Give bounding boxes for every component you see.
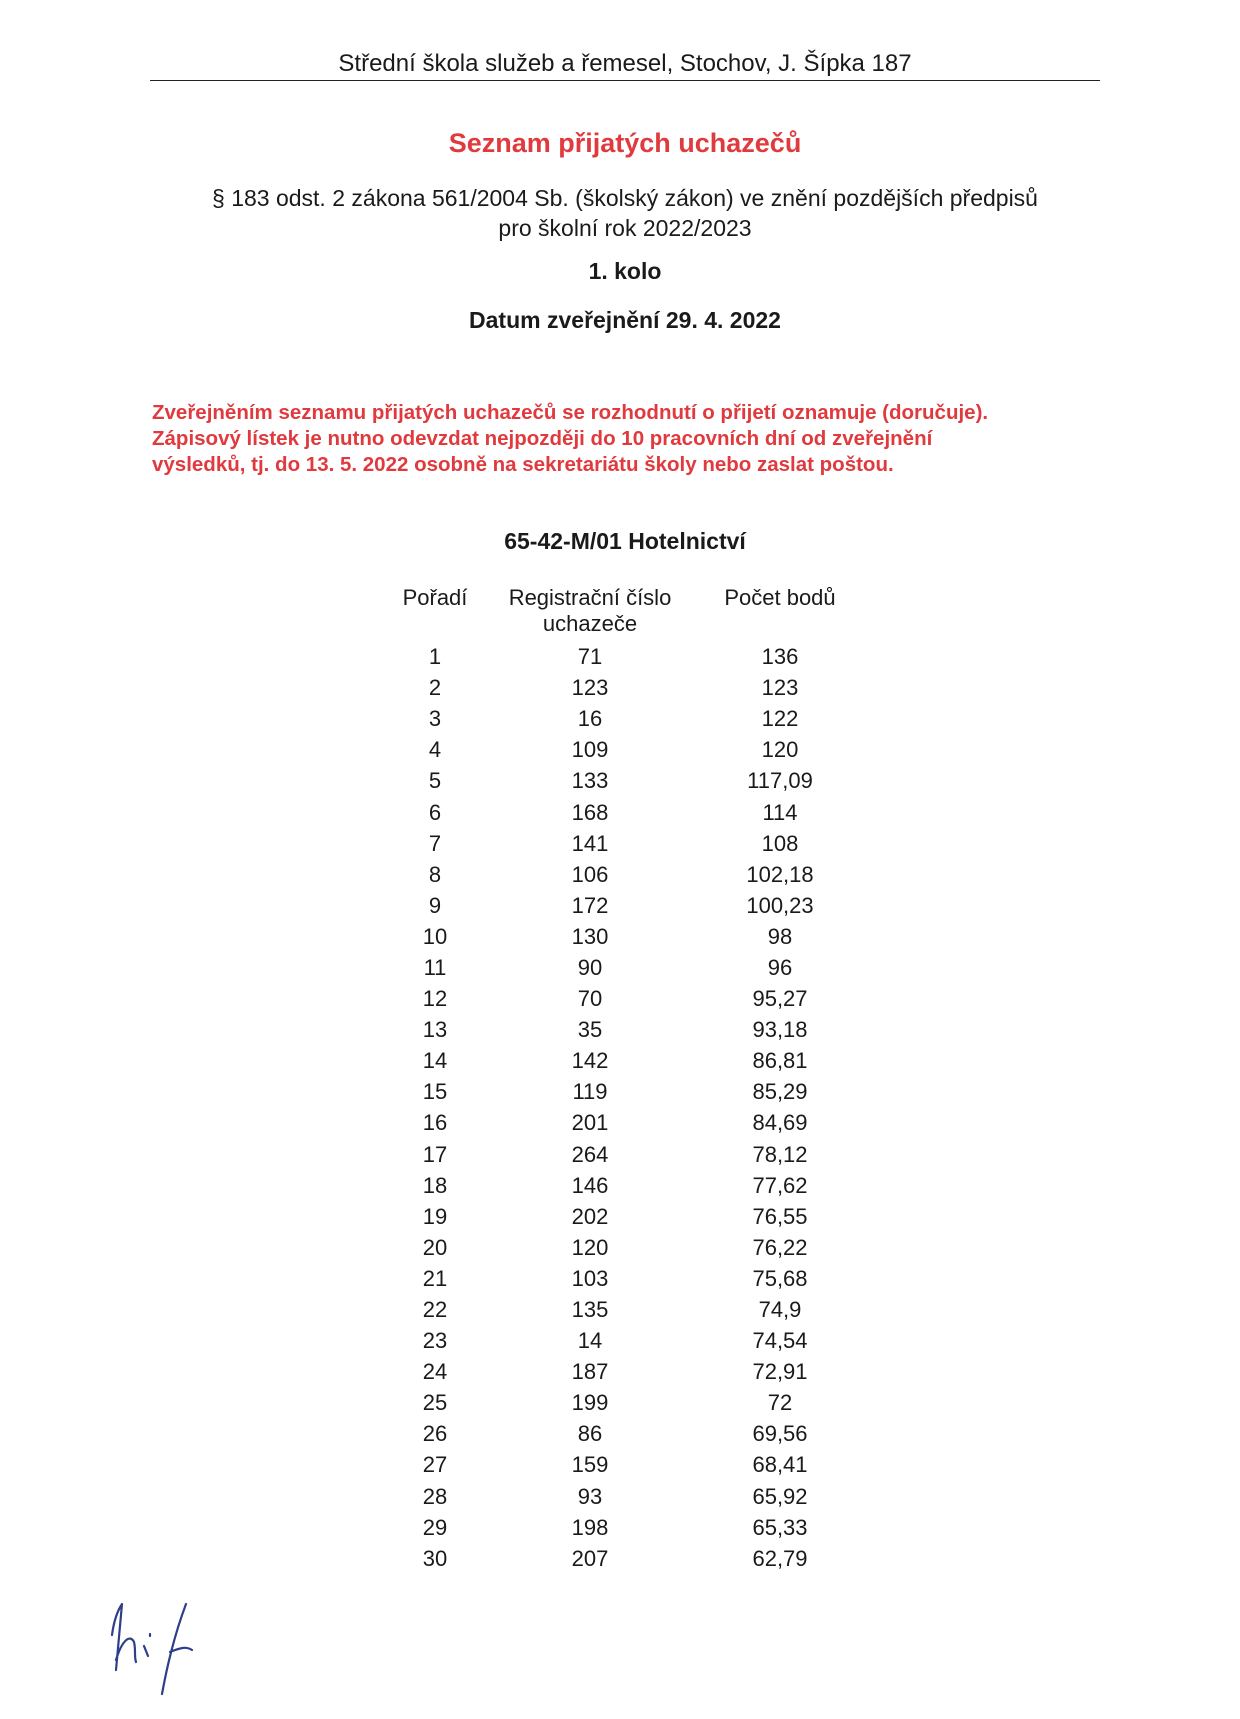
rank-cell: 13 [422,1017,448,1043]
study-program: 65-42-M/01 Hotelnictví [504,528,746,554]
rank-cell: 25 [422,1390,448,1416]
column-header-points: Počet bodů [724,585,836,610]
points-cell: 68,41 [752,1452,808,1478]
table-row [380,1481,870,1512]
points-cell: 74,54 [752,1328,808,1354]
notice-line-1: Zveřejněním seznamu přijatých uchazečů se rozhodnutí o přijetí oznamuje (doručuje). [152,401,989,424]
table-row [380,1232,870,1263]
table-row [380,1170,870,1201]
points-cell: 72,91 [752,1359,808,1385]
rank-cell: 3 [428,706,442,732]
table-row [380,859,870,890]
rank-cell: 5 [428,768,442,794]
table-row [380,921,870,952]
points-cell: 96 [767,954,793,980]
school-header: Střední škola služeb a řemesel, Stochov, J. Šípka 187 [150,50,1100,81]
points-cell: 76,55 [752,1203,808,1229]
table-row [380,828,870,859]
table-row [380,1263,870,1294]
registration-number-cell: 142 [571,1048,609,1074]
registration-number-cell: 71 [577,644,603,670]
rank-cell: 8 [428,861,442,887]
registration-number-cell: 90 [577,954,603,980]
points-cell: 78,12 [752,1141,808,1167]
table-row [380,1449,870,1480]
registration-number-cell: 141 [571,830,609,856]
rank-cell: 29 [422,1514,448,1540]
points-cell: 76,22 [752,1234,808,1260]
results-table-header-row [380,585,870,641]
rank-cell: 11 [423,954,447,980]
registration-number-cell: 93 [577,1483,603,1509]
legal-reference [150,183,1100,243]
rank-cell: 26 [422,1421,448,1447]
table-row [380,1045,870,1076]
registration-number-cell: 172 [571,892,609,918]
points-cell: 62,79 [752,1545,808,1571]
points-cell: 69,56 [752,1421,808,1447]
table-row [380,1543,870,1574]
points-cell: 85,29 [752,1079,808,1105]
rank-cell: 2 [428,675,442,701]
table-row [380,1201,870,1232]
rank-cell: 19 [422,1203,448,1229]
points-cell: 102,18 [746,861,814,887]
points-cell: 123 [761,675,799,701]
registration-number-cell: 119 [572,1079,608,1105]
rank-cell: 23 [422,1328,448,1354]
points-cell: 93,18 [752,1017,808,1043]
registration-number-cell: 187 [571,1359,609,1385]
rank-cell: 21 [422,1265,448,1291]
results-table [380,585,870,1574]
results-table-body [380,641,870,1574]
notice-line-2: Zápisový lístek je nutno odevzdat nejpozději do 10 pracovních dní od zveřejnění [152,427,933,450]
rank-cell: 9 [428,892,442,918]
registration-number-cell: 14 [577,1328,603,1354]
points-cell: 84,69 [752,1110,808,1136]
registration-number-cell: 159 [571,1452,609,1478]
points-cell: 136 [761,644,799,670]
registration-number-cell: 123 [571,675,609,701]
rank-cell: 1 [428,644,442,670]
table-row [380,1014,870,1045]
registration-number-cell: 16 [577,706,603,732]
table-row [380,983,870,1014]
table-row [380,890,870,921]
registration-number-cell: 207 [571,1545,609,1571]
table-row [380,672,870,703]
table-row [380,734,870,765]
table-row [380,1418,870,1449]
registration-number-cell: 109 [571,737,609,763]
points-cell: 122 [761,706,799,732]
table-row [380,796,870,827]
rank-cell: 16 [422,1110,448,1136]
table-row [380,1076,870,1107]
points-cell: 72 [767,1390,793,1416]
legal-reference-line-1: § 183 odst. 2 zákona 561/2004 Sb. (školský zákon) ve znění pozdějších předpisů [212,185,1038,211]
column-header-rank: Pořadí [402,585,468,610]
points-cell: 75,68 [752,1265,808,1291]
registration-number-cell: 198 [571,1514,609,1540]
signature-mark [100,1590,220,1700]
legal-reference-line-2: pro školní rok 2022/2023 [498,215,752,241]
rank-cell: 4 [428,737,442,763]
rank-cell: 14 [422,1048,448,1074]
registration-number-cell: 199 [571,1390,609,1416]
rank-cell: 7 [428,830,442,856]
points-cell: 95,27 [752,986,808,1012]
rank-cell: 28 [422,1483,448,1509]
registration-number-cell: 201 [571,1110,609,1136]
points-cell: 120 [761,737,799,763]
registration-number-cell: 264 [571,1141,609,1167]
table-row [380,1325,870,1356]
registration-number-cell: 106 [571,861,609,887]
rank-cell: 22 [422,1297,448,1323]
points-cell: 114 [762,799,798,825]
table-row [380,703,870,734]
table-row [380,641,870,672]
registration-number-cell: 202 [571,1203,609,1229]
rank-cell: 12 [422,986,448,1012]
table-row [380,1294,870,1325]
rank-cell: 30 [422,1545,448,1571]
notice-line-3: výsledků, tj. do 13. 5. 2022 osobně na sekretariátu školy nebo zaslat poštou. [152,453,894,476]
rank-cell: 17 [422,1141,448,1167]
registration-number-cell: 130 [571,923,609,949]
table-row [380,1387,870,1418]
rank-cell: 20 [422,1234,448,1260]
registration-number-cell: 135 [571,1297,609,1323]
points-cell: 77,62 [752,1172,808,1198]
admission-round: 1. kolo [588,258,662,284]
publication-date: Datum zveřejnění 29. 4. 2022 [469,307,781,333]
admission-notice [152,400,1112,478]
points-cell: 117,09 [747,768,813,794]
table-row [380,765,870,796]
column-header-registration-number: Registrační číslo uchazeče [508,585,672,636]
points-cell: 74,9 [758,1297,802,1323]
points-cell: 65,92 [752,1483,808,1509]
points-cell: 65,33 [752,1514,808,1540]
table-row [380,1139,870,1170]
rank-cell: 15 [422,1079,448,1105]
registration-number-cell: 146 [571,1172,609,1198]
rank-cell: 18 [422,1172,448,1198]
table-row [380,1512,870,1543]
registration-number-cell: 86 [577,1421,603,1447]
points-cell: 100,23 [746,892,814,918]
points-cell: 98 [767,923,793,949]
table-row [380,1107,870,1138]
rank-cell: 27 [422,1452,448,1478]
rank-cell: 24 [422,1359,448,1385]
points-cell: 86,81 [752,1048,808,1074]
registration-number-cell: 103 [571,1265,609,1291]
registration-number-cell: 120 [571,1234,609,1260]
points-cell: 108 [761,830,799,856]
registration-number-cell: 133 [571,768,609,794]
rank-cell: 6 [428,799,442,825]
registration-number-cell: 168 [571,799,609,825]
document-title: Seznam přijatých uchazečů [448,128,802,158]
table-row [380,1356,870,1387]
table-row [380,952,870,983]
rank-cell: 10 [422,923,448,949]
registration-number-cell: 35 [577,1017,603,1043]
registration-number-cell: 70 [577,986,603,1012]
